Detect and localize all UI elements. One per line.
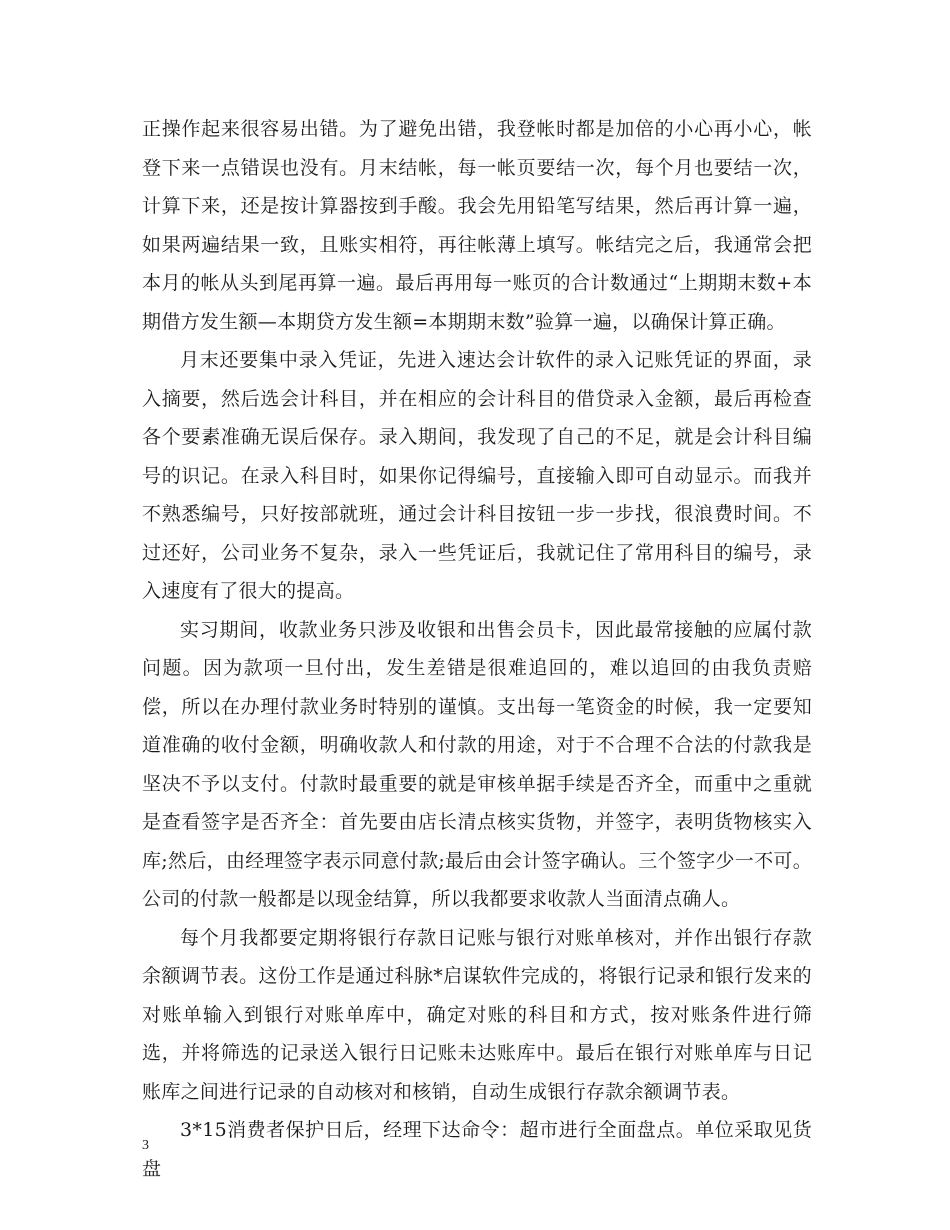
- document-body: [142, 110, 812, 1188]
- paragraph-2: 月末还要集中录入凭证，先进入速达会计软件的录入记账凭证的界面，录入摘要，然后选会计科目，并在相应的会计科目的借贷录入金额，最后再检查各个要素准确无误后保存。录入期间，我发现了自己的不足，就是会计科目编号的识记。在录入科目时，如果你记得编号，直接输入即可自动显示。而我并不熟悉编号，只好按部就班，通过会计科目按钮一步一步找，很浪费时间。不过还好，公司业务不复杂，录入一些凭证后，我就记住了常用科目的编号，录入速度有了很大的提高。: [142, 349, 812, 602]
- page-number: 3: [142, 1138, 149, 1153]
- paragraph-4: 每个月我都要定期将银行存款日记账与银行对账单核对，并作出银行存款余额调节表。这份工作是通过科脉*启谋软件完成的，将银行记录和银行发来的对账单输入到银行对账单库中，确定对账的科目和方式，按对账条件进行筛选，并将筛选的记录送入银行日记账未达账库中。最后在银行对账单库与日记账库之间进行记录的自动核对和核销，自动生成银行存款余额调节表。: [142, 926, 812, 1103]
- paragraph-1: 正操作起来很容易出错。为了避免出错，我登帐时都是加倍的小心再小心，帐登下来一点错误也没有。月末结帐，每一帐页要结一次，每个月也要结一次，计算下来，还是按计算器按到手酸。我会先用铅笔写结果，然后再计算一遍，如果两遍结果一致，且账实相符，再往帐薄上填写。帐结完之后，我通常会把本月的帐从头到尾再算一遍。最后再用每一账页的合计数通过“上期期末数+本期借方发生额—本期贷方发生额=本期期末数”验算一遍，以确保计算正确。: [142, 118, 812, 333]
- paragraph-5: 3*15消费者保护日后，经理下达命令：超市进行全面盘点。单位采取见货盘: [142, 1119, 812, 1180]
- paragraph-3: 实习期间，收款业务只涉及收银和出售会员卡，因此最常接触的应属付款问题。因为款项一旦付出，发生差错是很难追回的，难以追回的由我负责赔偿，所以在办理付款业务时特别的谨慎。支出每一笔资金的时候，我一定要知道准确的收付金额，明确收款人和付款的用途，对于不合理不合法的付款我是坚决不予以支付。付款时最重要的就是审核单据手续是否齐全，而重中之重就是查看签字是否齐全：首先要由店长清点核实货物，并签字，表明货物核实入库;然后，由经理签字表示同意付款;最后由会计签字确认。三个签字少一不可。公司的付款一般都是以现金结算，所以我都要求收款人当面清点确人。: [142, 618, 812, 910]
